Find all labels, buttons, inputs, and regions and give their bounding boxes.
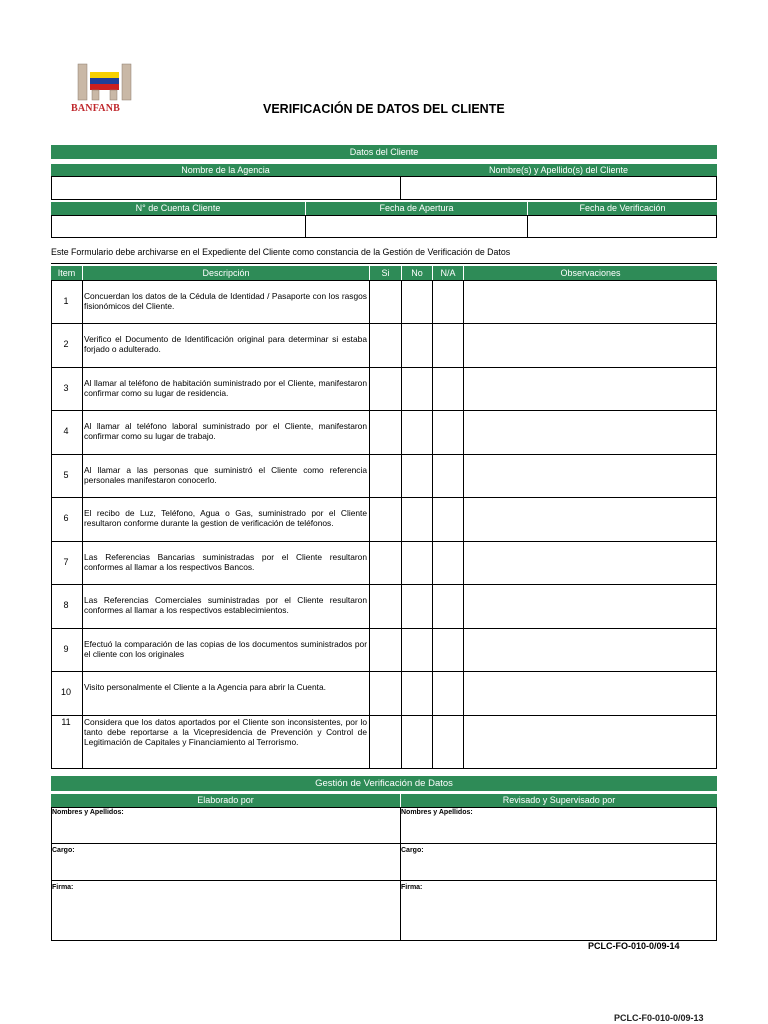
reviewed-position-field[interactable] (401, 856, 716, 879)
checklist-item-number: 11 (61, 716, 71, 727)
checklist-header-item: Item (51, 266, 82, 280)
account-number-field[interactable] (51, 215, 306, 238)
checklist-na-checkbox[interactable] (433, 542, 462, 583)
prepared-by-header: Elaborado por (51, 794, 400, 807)
checklist-na-checkbox[interactable] (433, 498, 462, 539)
checklist-yes-checkbox[interactable] (370, 498, 400, 539)
checklist-no-checkbox[interactable] (402, 368, 431, 409)
checklist-yes-checkbox[interactable] (370, 672, 400, 713)
checklist-item-number: 3 (63, 382, 69, 393)
reviewed-signature-label: Firma: (401, 884, 423, 891)
checklist-na-checkbox[interactable] (433, 672, 462, 713)
reviewed-names-label: Nombres y Apellidos: (401, 809, 473, 816)
checklist-yes-checkbox[interactable] (370, 585, 400, 626)
bank-logo-text: BANFANB (71, 103, 120, 114)
column-divider (82, 280, 83, 769)
prepared-signature-field[interactable] (52, 893, 399, 940)
agency-name-field[interactable] (51, 176, 401, 200)
checklist-observations-field[interactable] (464, 716, 716, 757)
checklist-item-description: Visito personalmente el Cliente a la Agencia para abrir la Cuenta. (84, 682, 326, 693)
prepared-names-field[interactable] (52, 818, 399, 842)
checklist-no-checkbox[interactable] (402, 281, 431, 322)
checklist-na-checkbox[interactable] (433, 585, 462, 626)
checklist-header-description: Descripción (82, 266, 369, 280)
checklist-yes-checkbox[interactable] (370, 542, 400, 583)
checklist-no-checkbox[interactable] (402, 498, 431, 539)
page-title: VERIFICACIÓN DE DATOS DEL CLIENTE (263, 102, 505, 116)
checklist-observations-field[interactable] (464, 498, 716, 539)
reviewed-position-label: Cargo: (401, 847, 424, 854)
checklist-item-description: Concuerdan los datos de la Cédula de Identidad / Pasaporte con los rasgos fisionómicos del Cliente. (84, 291, 367, 311)
checklist-item-description: Al llamar al teléfono de habitación suministrado por el Cliente, manifestaron confirmar como su lugar de residencia. (84, 377, 367, 398)
checklist-no-checkbox[interactable] (402, 629, 431, 670)
reviewed-by-header: Revisado y Supervisado por (400, 794, 717, 807)
checklist-item-number: 4 (63, 426, 69, 437)
checklist-item-number: 5 (63, 469, 69, 480)
checklist-observations-field[interactable] (464, 672, 716, 713)
row-divider (51, 880, 717, 881)
prepared-names-label: Nombres y Apellidos: (52, 809, 124, 816)
checklist-no-checkbox[interactable] (402, 455, 431, 496)
checklist-item-number: 1 (63, 296, 69, 306)
bank-logo-icon (70, 58, 140, 102)
prepared-signature-label: Firma: (52, 884, 74, 891)
checklist-na-checkbox[interactable] (433, 368, 462, 409)
checklist-item-description: Las Referencias Comerciales suministradas por el Cliente resultaron conformes al llamar a los respectivos establecimientos. (84, 595, 367, 616)
checklist-observations-field[interactable] (464, 455, 716, 496)
client-data-section-title: Datos del Cliente (51, 145, 717, 159)
checklist-header-yes: Si (369, 266, 401, 280)
checklist-yes-checkbox[interactable] (370, 368, 400, 409)
verification-section-title: Gestión de Verificación de Datos (51, 776, 717, 791)
checklist-yes-checkbox[interactable] (370, 716, 400, 757)
checklist-no-checkbox[interactable] (402, 542, 431, 583)
form-code: PCLC-FO-010-0/09-14 (588, 941, 680, 951)
checklist-observations-field[interactable] (464, 542, 716, 583)
checklist-na-checkbox[interactable] (433, 281, 462, 322)
verification-date-header: Fecha de Verificación (527, 202, 717, 215)
prepared-position-label: Cargo: (52, 847, 75, 854)
checklist-na-checkbox[interactable] (433, 411, 462, 452)
checklist-na-checkbox[interactable] (433, 455, 462, 496)
checklist-yes-checkbox[interactable] (370, 455, 400, 496)
checklist-item-number: 6 (63, 513, 69, 524)
checklist-observations-field[interactable] (464, 368, 716, 409)
reviewed-signature-field[interactable] (401, 893, 716, 940)
checklist-header-no: No (401, 266, 432, 280)
checklist-observations-field[interactable] (464, 629, 716, 670)
checklist-header-na: N/A (432, 266, 463, 280)
checklist-no-checkbox[interactable] (402, 716, 431, 757)
checklist-item-description: Efectuó la comparación de las copias de los documentos suministrados por el cliente con los originales (84, 638, 367, 659)
account-number-header: N° de Cuenta Cliente (51, 202, 305, 215)
prepared-position-field[interactable] (52, 856, 399, 879)
checklist-observations-field[interactable] (464, 411, 716, 452)
row-divider (51, 843, 717, 844)
checklist-yes-checkbox[interactable] (370, 629, 400, 670)
checklist-item-number: 9 (63, 643, 69, 654)
checklist-no-checkbox[interactable] (402, 585, 431, 626)
checklist-item-number: 8 (63, 600, 69, 611)
checklist-item-description: Al llamar a las personas que suministró el Cliente como referencia personales manifestaron conocerlo. (84, 464, 367, 485)
checklist-item-number: 10 (60, 687, 71, 698)
checklist-item-number: 7 (63, 556, 69, 567)
checklist-item-description: Considera que los datos aportados por el Cliente son inconsistentes, por lo tanto debe reportarse a la Vicepresidencia de Prevención y Control de Legitimación de Capitales y Financiamiento al Terrorismo. (84, 716, 367, 747)
agency-name-header: Nombre de la Agencia (51, 164, 400, 176)
checklist-item-description: Las Referencias Bancarias suministradas por el Cliente resultaron conformes al llamar a los respectivos Bancos. (84, 551, 367, 572)
checklist-no-checkbox[interactable] (402, 324, 431, 365)
bank-logo (70, 58, 140, 118)
verification-date-field[interactable] (527, 215, 717, 238)
checklist-header-observations: Observaciones (463, 266, 717, 280)
checklist-observations-field[interactable] (464, 324, 716, 365)
divider (51, 263, 717, 264)
checklist-na-checkbox[interactable] (433, 716, 462, 757)
checklist-no-checkbox[interactable] (402, 672, 431, 713)
filing-note: Este Formulario debe archivarse en el Expediente del Cliente como constancia de la Gestión de Verificación de Datos (51, 247, 511, 257)
opening-date-header: Fecha de Apertura (305, 202, 527, 215)
checklist-na-checkbox[interactable] (433, 629, 462, 670)
client-name-field[interactable] (400, 176, 717, 200)
checklist-yes-checkbox[interactable] (370, 411, 400, 452)
checklist-item-number: 2 (63, 339, 69, 350)
checklist-yes-checkbox[interactable] (370, 281, 400, 322)
checklist-observations-field[interactable] (464, 281, 716, 322)
reviewed-names-field[interactable] (401, 818, 716, 842)
checklist-item-description: Al llamar al teléfono laboral suministrado por el Cliente, manifestaron confirmar como su lugar de trabajo. (84, 421, 367, 442)
checklist-no-checkbox[interactable] (402, 411, 431, 452)
checklist-item-description: Verifico el Documento de Identificación original para determinar si estaba forjado o adulterado. (84, 334, 367, 355)
form-code-secondary: PCLC-F0-010-0/09-13 (614, 1013, 704, 1023)
checklist-observations-field[interactable] (464, 585, 716, 626)
checklist-na-checkbox[interactable] (433, 324, 462, 365)
client-name-header: Nombre(s) y Apellido(s) del Cliente (400, 164, 717, 176)
checklist-yes-checkbox[interactable] (370, 324, 400, 365)
checklist-item-description: El recibo de Luz, Teléfono, Agua o Gas, suministrado por el Cliente resultaron conforme durante la gestion de verificación de teléfonos. (84, 508, 367, 529)
opening-date-field[interactable] (305, 215, 528, 238)
